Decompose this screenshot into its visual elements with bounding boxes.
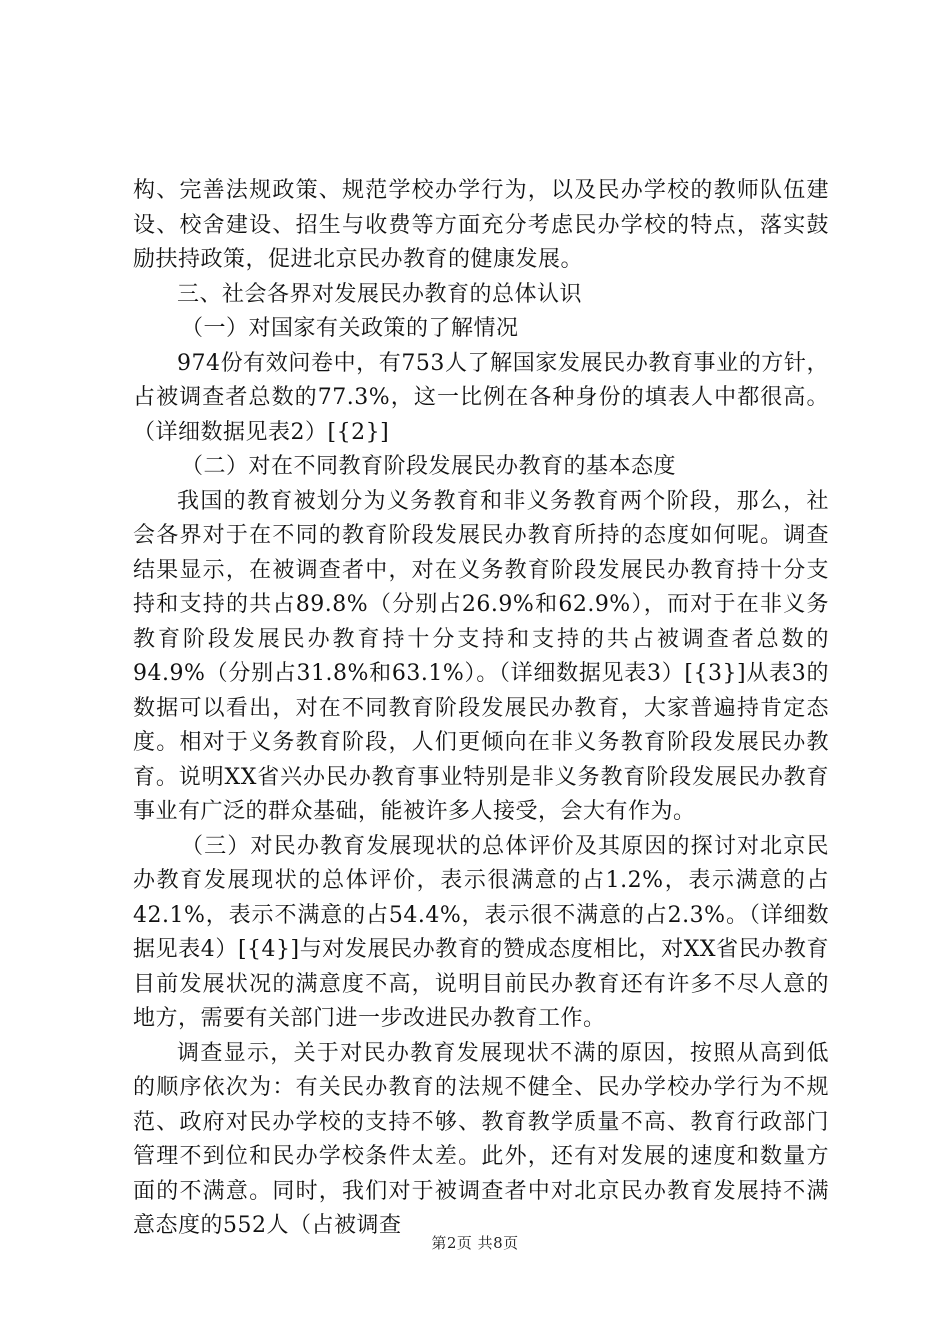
paragraph-attitude: 我国的教育被划分为义务教育和非义务教育两个阶段，那么，社会各界对于在不同的教育阶段发展民办教育所持的态度如何呢。调查结果显示，在被调查者中，对在义务教育阶段发展民办教育持十分支持和支持的共占89.8%（分别占26.9%和62.9%），而对于在非义务教育阶段发展民办教育持十分支持和支持的共占被调查者总数的94.9%（分别占31.8%和63.1%）。（详细数据见表3）[{3}]从表3的数据可以看出，对在不同教育阶段发展民办教育，大家普遍持肯定态度。相对于义务教育阶段，人们更倾向在非义务教育阶段发展民办教育。说明XX省兴办民办教育事业特别是非义务教育阶段发展民办教育事业有广泛的群众基础，能被许多人接受，会大有作为。: [133, 488, 829, 824]
document-body: [133, 174, 829, 1244]
subsection-heading-2: （二）对在不同教育阶段发展民办教育的基本态度: [181, 454, 677, 479]
paragraph-evaluation: （三）对民办教育发展现状的总体评价及其原因的探讨对北京民办教育发展现状的总体评价，表示很满意的占1.2%，表示满意的占42.1%，表示不满意的占54.4%，表示很不满意的占2.3%。（详细数据见表4）[{4}]与对发展民办教育的赞成态度相比，对XX省民办教育目前发展状况的满意度不高，说明目前民办教育还有许多不尽人意的地方，需要有关部门进一步改进民办教育工作。: [133, 833, 829, 1031]
section-heading: 三、社会各界对发展民办教育的总体认识: [177, 281, 583, 307]
paragraph-continuation: 构、完善法规政策、规范学校办学行为，以及民办学校的教师队伍建设、校舍建设、招生与收费等方面充分考虑民办学校的特点，落实鼓励扶持政策，促进北京民办教育的健康发展。: [133, 178, 829, 272]
paragraph-dissatisfaction-reasons: 调查显示，关于对民办教育发展现状不满的原因，按照从高到低的顺序依次为：有关民办教育的法规不健全、民办学校办学行为不规范、政府对民办学校的支持不够、教育教学质量不高、教育行政部门管理不到位和民办学校条件太差。此外，还有对发展的速度和数量方面的不满意。同时，我们对于被调查者中对北京民办教育发展持不满意态度的552人（占被调查: [133, 1040, 829, 1238]
paragraph-policy-awareness: 974份有效问卷中，有753人了解国家发展民办教育事业的方针，占被调查者总数的77.3%，这一比例在各种身份的填表人中都很高。（详细数据见表2）[{2}]: [133, 350, 829, 445]
subsection-heading-1: （一）对国家有关政策的了解情况: [181, 316, 519, 341]
page-number-footer: 第2页 共8页: [431, 1234, 519, 1252]
